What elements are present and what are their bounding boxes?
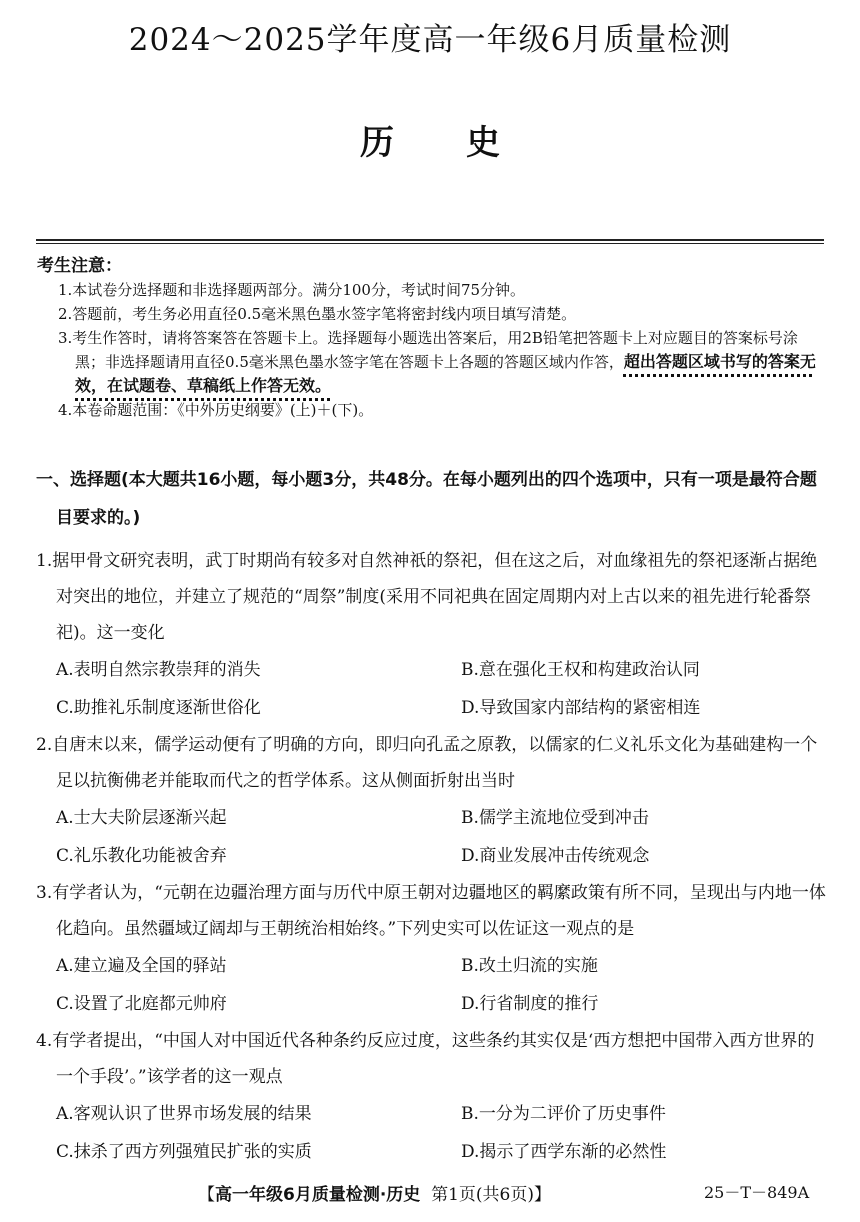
question-3 [36,875,831,1023]
exam-title: 2024～2025学年度高一年级6月质量检测 [128,22,732,58]
footer-page-info: 第1页(共6页) [431,1185,535,1205]
question-stem: 4.有学者提出，“中国人对中国近代各种条约反应过度，这些条约其实仅是‘西方想把中国带入西方世界的一个手段’。”该学者的这一观点 [36,1031,815,1087]
question-list [36,543,831,1171]
option-b: B.意在强化王权和构建政治认同 [461,660,700,680]
footer-exam-name: 高一年级6月质量检测·历史 [215,1185,421,1205]
option-grid [56,651,831,727]
option-a: A.客观认识了世界市场发展的结果 [56,1104,312,1124]
option-a: A.建立遍及全国的驿站 [56,956,227,976]
notice-item [58,326,827,398]
question-stem: 3.有学者认为，“元朝在边疆治理方面与历代中原王朝对边疆地区的羁縻政策有所不同，呈现出与内地一体化趋向。虽然疆域辽阔却与王朝统治相始终。”下列史实可以佐证这一观点的是 [36,883,826,939]
notice-item: 1.本试卷分选择题和非选择题两部分。满分100分，考试时间75分钟。 [58,281,526,299]
footer-bracket-left: 【 [198,1185,215,1205]
question-2 [36,727,831,875]
option-d: D.行省制度的推行 [461,994,599,1014]
option-c: C.抹杀了西方列强殖民扩张的实质 [56,1142,312,1162]
notice-emphasis: 超出答题区域书写的答案无效，在试题卷、草稿纸上作答无效。 [75,352,816,395]
option-c: C.礼乐教化功能被舍弃 [56,846,227,866]
option-d: D.商业发展冲击传统观念 [461,846,650,866]
option-b: B.一分为二评价了历史事件 [461,1104,666,1124]
notice-heading: 考生注意： [37,256,122,276]
option-a: A.士大夫阶层逐渐兴起 [56,808,227,828]
option-grid [56,799,831,875]
notice-item: 2.答题前，考生务必用直径0.5毫米黑色墨水签字笔将密封线内项目填写清楚。 [58,305,577,323]
option-d: D.导致国家内部结构的紧密相连 [461,698,701,718]
option-c: C.助推礼乐制度逐渐世俗化 [56,698,261,718]
section-heading: 一、选择题(本大题共16小题，每小题3分，共48分。在每小题列出的四个选项中，只有一项是最符合题目要求的。) [36,470,817,528]
footer-bracket-right: 】 [534,1185,552,1205]
option-grid [56,1095,831,1171]
notice-item-text: 3.考生作答时，请将答案答在答题卡上。选择题每小题选出答案后，用2B铅笔把答题卡上对应题目的答案标号涂黑；非选择题请用直径0.5毫米黑色墨水签字笔在答题卡上各题的答题区域内作答， [58,329,798,371]
option-a: A.表明自然宗教崇拜的消失 [56,660,261,680]
question-4 [36,1023,831,1171]
option-d: D.揭示了西学东渐的必然性 [461,1142,667,1162]
option-b: B.改土归流的实施 [461,956,598,976]
footer-code: 25－T－849A [704,1183,810,1202]
subject-title: 历史 [360,123,572,163]
candidate-notice [37,251,827,422]
option-c: C.设置了北庭都元帅府 [56,994,227,1014]
option-b: B.儒学主流地位受到冲击 [461,808,649,828]
question-stem: 1.据甲骨文研究表明，武丁时期尚有较多对自然神祇的祭祀，但在这之后，对血缘祖先的祭祀逐渐占据绝对突出的地位，并建立了规范的“周祭”制度(采用不同祀典在固定周期内对上古以来的祖先进行轮番祭祀)。这一变化 [36,551,818,643]
question-1 [36,543,831,727]
footer-info [198,1180,551,1205]
header-divider [36,239,824,241]
multiple-choice-section [36,461,831,1171]
header-divider-thin [36,243,824,244]
question-stem: 2.自唐末以来，儒学运动便有了明确的方向，即归向孔孟之原教，以儒家的仁义礼乐文化为基础建构一个足以抗衡佛老并能取而代之的哲学体系。这从侧面折射出当时 [36,735,818,791]
option-grid [56,947,831,1023]
notice-item: 4.本卷命题范围：《中外历史纲要》(上)＋(下)。 [58,401,374,419]
